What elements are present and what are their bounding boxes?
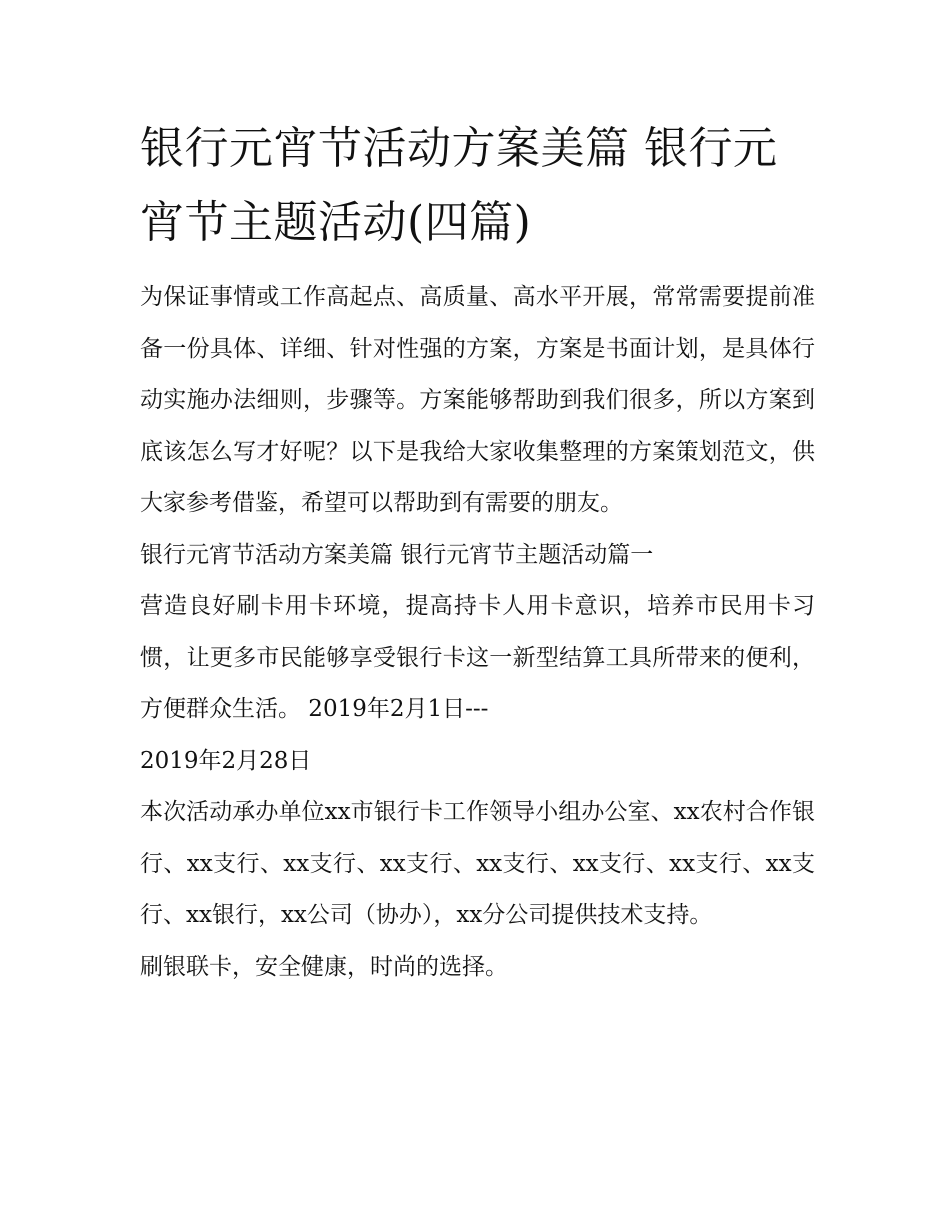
activity-end-date: 2019年2月28日 (140, 747, 312, 774)
section-heading: 银行元宵节活动方案美篇 银行元宵节主题活动篇一 (140, 541, 654, 568)
intro-paragraph: 为保证事情或工作高起点、高质量、高水平开展，常常需要提前准备一份具体、详细、针对性强的方案，方案是书面计划，是具体行动实施办法细则，步骤等。方案能够帮助到我们很多，所以方案到底该怎么写才好呢？以下是我给大家收集整理的方案策划范文，供大家参考借鉴，希望可以帮助到有需要的朋友。 (140, 284, 815, 516)
slogan-paragraph: 刷银联卡，安全健康，时尚的选择。 (140, 953, 508, 980)
organizers-paragraph: 本次活动承办单位xx市银行卡工作领导小组办公室、xx农村合作银行、xx支行、xx支行、xx支行、xx支行、xx支行、xx支行、xx支行、xx银行，xx公司（协办），xx分公司提供技术支持。 (140, 799, 815, 928)
document-title: 银行元宵节活动方案美篇 银行元宵节主题活动(四篇) (140, 123, 778, 248)
document-body (140, 112, 815, 993)
activity-purpose-paragraph: 营造良好刷卡用卡环境，提高持卡人用卡意识，培养市民用卡习惯，让更多市民能够享受银行卡这一新型结算工具所带来的便利，方便群众生活。 2019年2月1日--- (140, 593, 815, 722)
